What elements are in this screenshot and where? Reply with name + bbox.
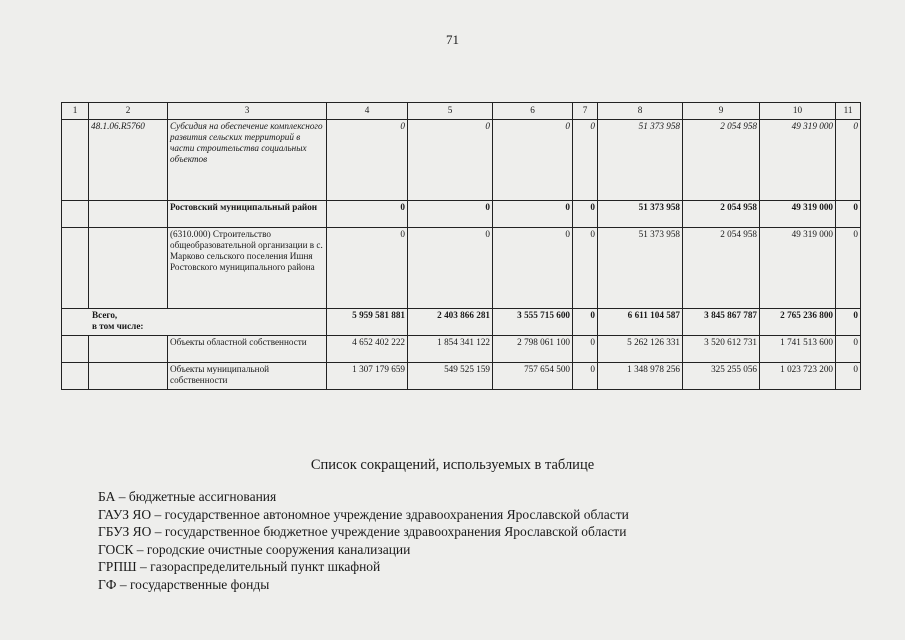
column-number: 8 (598, 103, 683, 120)
amount-cell: 0 (573, 228, 598, 309)
abbreviations-title: Список сокращений, используемых в таблице (310, 457, 595, 473)
table-cell (62, 201, 89, 228)
amount-cell: 2 798 061 100 (493, 336, 573, 363)
amount-cell: 0 (836, 336, 861, 363)
amount-cell: 0 (836, 201, 861, 228)
column-number: 4 (327, 103, 408, 120)
column-number: 11 (836, 103, 861, 120)
column-number: 2 (89, 103, 168, 120)
table-row-regional-property (62, 336, 861, 363)
amount-cell: 49 319 000 (760, 228, 836, 309)
description-cell: Ростовский муниципальный район (168, 201, 327, 228)
table-cell (62, 228, 89, 309)
amount-cell: 0 (836, 228, 861, 309)
amount-cell: 0 (408, 201, 493, 228)
table-cell (62, 120, 89, 201)
description-cell: Объекты муниципальной собственности (168, 363, 327, 390)
amount-cell: 5 959 581 881 (327, 309, 408, 336)
amount-cell: 1 348 978 256 (598, 363, 683, 390)
table-row-municipal-property (62, 363, 861, 390)
amount-cell: 5 262 126 331 (598, 336, 683, 363)
column-number: 6 (493, 103, 573, 120)
amount-cell: 0 (836, 363, 861, 390)
amount-cell: 2 054 958 (683, 201, 760, 228)
table-row-district (62, 201, 861, 228)
amount-cell: 0 (493, 120, 573, 201)
amount-cell: 49 319 000 (760, 201, 836, 228)
abbreviations-list (98, 488, 629, 593)
amount-cell: 51 373 958 (598, 201, 683, 228)
amount-cell: 3 520 612 731 (683, 336, 760, 363)
amount-cell: 2 765 236 800 (760, 309, 836, 336)
amount-cell: 2 054 958 (683, 228, 760, 309)
amount-cell: 1 854 341 122 (408, 336, 493, 363)
table-cell (89, 363, 168, 390)
amount-cell: 0 (327, 201, 408, 228)
amount-cell: 757 654 500 (493, 363, 573, 390)
table-cell (62, 363, 89, 390)
amount-cell: 6 611 104 587 (598, 309, 683, 336)
amount-cell: 1 023 723 200 (760, 363, 836, 390)
abbreviation-item: ГОСК – городские очистные сооружения канализации (98, 541, 411, 557)
amount-cell: 0 (408, 120, 493, 201)
table-row-subsidy (62, 120, 861, 201)
abbreviation-item: ГБУЗ ЯО – государственное бюджетное учреждение здравоохранения Ярославской области (98, 524, 627, 539)
amount-cell: 0 (408, 228, 493, 309)
column-number: 7 (573, 103, 598, 120)
description-cell: Объекты областной собственности (168, 336, 327, 363)
column-number: 9 (683, 103, 760, 120)
abbreviation-item: ГАУЗ ЯО – государственное автономное учреждение здравоохранения Ярославской области (98, 506, 629, 522)
table-cell (89, 228, 168, 309)
column-number: 1 (62, 103, 89, 120)
amount-cell: 49 319 000 (760, 120, 836, 201)
amount-cell: 2 054 958 (683, 120, 760, 201)
amount-cell: 0 (573, 363, 598, 390)
amount-cell: 0 (493, 228, 573, 309)
page-number: 71 (446, 32, 459, 47)
abbreviation-item: ГФ – государственные фонды (98, 576, 270, 592)
description-cell: Субсидия на обеспечение комплексного развития сельских территорий в части строительства социальных объектов (168, 120, 327, 201)
table-row-school-construction (62, 228, 861, 309)
table-header-row (62, 103, 861, 120)
amount-cell: 51 373 958 (598, 120, 683, 201)
amount-cell: 3 845 867 787 (683, 309, 760, 336)
amount-cell: 0 (836, 309, 861, 336)
amount-cell: 0 (573, 201, 598, 228)
amount-cell: 1 307 179 659 (327, 363, 408, 390)
budget-code-cell: 48.1.06.R5760 (89, 120, 168, 201)
amount-cell: 325 255 056 (683, 363, 760, 390)
amount-cell: 3 555 715 600 (493, 309, 573, 336)
amount-cell: 0 (327, 120, 408, 201)
amount-cell: 2 403 866 281 (408, 309, 493, 336)
abbreviation-item: БА – бюджетные ассигнования (98, 489, 277, 504)
amount-cell: 0 (573, 336, 598, 363)
amount-cell: 51 373 958 (598, 228, 683, 309)
total-label-cell: Всего, в том числе: (62, 309, 327, 336)
abbreviation-item: ГРПШ – газораспределительный пункт шкафной (98, 559, 381, 574)
table-cell (62, 336, 89, 363)
amount-cell: 549 525 159 (408, 363, 493, 390)
table-cell (89, 336, 168, 363)
budget-table (61, 102, 861, 390)
amount-cell: 0 (836, 120, 861, 201)
amount-cell: 1 741 513 600 (760, 336, 836, 363)
description-cell: (6310.000) Строительство общеобразовательной организации в с. Марково сельского поселения Ишня Ростовского муниципального района (168, 228, 327, 309)
amount-cell: 0 (573, 120, 598, 201)
amount-cell: 0 (327, 228, 408, 309)
table-row-total (62, 309, 861, 336)
column-number: 10 (760, 103, 836, 120)
column-number: 5 (408, 103, 493, 120)
amount-cell: 4 652 402 222 (327, 336, 408, 363)
amount-cell: 0 (573, 309, 598, 336)
table-cell (89, 201, 168, 228)
amount-cell: 0 (493, 201, 573, 228)
column-number: 3 (168, 103, 327, 120)
